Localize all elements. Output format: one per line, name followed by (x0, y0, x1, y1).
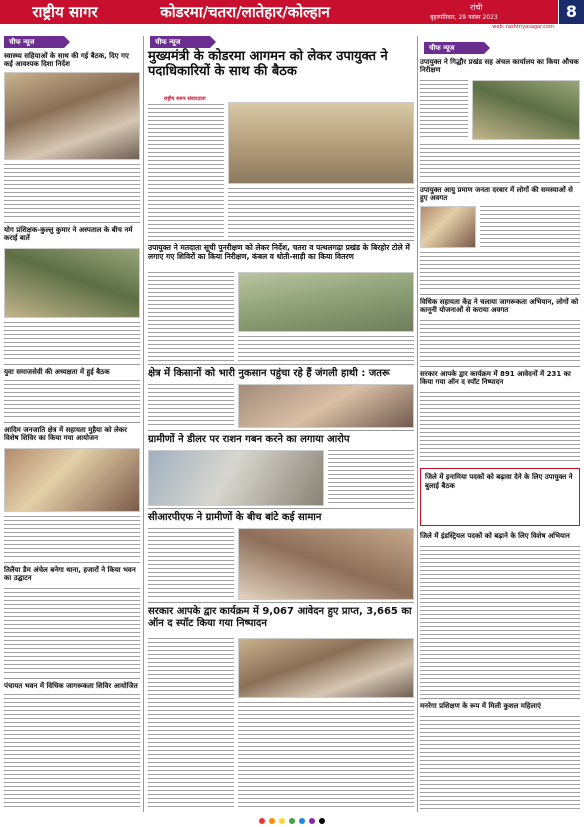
center-story2-body (148, 272, 234, 362)
color-dot (269, 818, 275, 824)
lead-headline: मुख्यमंत्री के कोडरमा आगमन को लेकर उपायुक्त ने पदाधिकारियों के साथ की बैठक (148, 49, 388, 79)
divider (4, 422, 140, 423)
right-story1-body-continued (420, 144, 580, 180)
color-dot (319, 818, 325, 824)
right-story1-body (420, 80, 468, 140)
center-story4-headline: ग्रामीणों ने डीलर पर राशन गबन करने का लगाया आरोप (148, 434, 350, 445)
left-story5-headline: तिलैया डैम अंचेल बनेगा थाना, हजारों ने किया भवन का उद्घाटन (4, 566, 136, 583)
center-story6-headline: सरकार आपके द्वार कार्यक्रम में 9,067 आवेदन हुए प्राप्त, 3,665 का ऑन द स्पॉट किया गया निष्पादन (148, 606, 412, 629)
right-story3-headline: विधिक सहायता केंद्र ने चलाया जागरूकता अभियान, लोगों को कानूनी योजनाओं से कराया अवगत (420, 298, 579, 315)
column-rule (417, 36, 418, 812)
right-story6-headline: मनरेगा प्रशिक्षण के रूप में मिली कुशल महिलाएं (420, 702, 541, 710)
divider (4, 678, 140, 679)
right-story6-body (420, 716, 580, 810)
center-story5-body (148, 528, 234, 600)
section-tag-left: चीफ न्यूज (4, 36, 64, 48)
lead-body (148, 104, 224, 238)
center-story6-body-continued (238, 702, 414, 810)
left-story4-photo (4, 448, 140, 512)
center-story5-photo (238, 528, 414, 600)
divider (4, 364, 140, 365)
color-dot (259, 818, 265, 824)
divider (148, 430, 414, 431)
divider (420, 182, 580, 183)
right-story2-body (480, 206, 580, 248)
right-story4-headline: सरकार आपके द्वार कार्यक्रम में 891 आवेदनों में 231 का किया गया ऑन द स्पॉट निष्पादन (420, 370, 571, 387)
newspaper-name: राष्ट्रीय सागर (0, 0, 130, 24)
region-title: कोडरमा/चतरा/लातेहार/कोल्हान (160, 3, 330, 21)
right-story2-photo (420, 206, 476, 248)
left-story3-body (4, 380, 140, 420)
left-story4-body (4, 516, 140, 560)
center-story6-body (148, 638, 234, 810)
center-story3-photo (238, 384, 414, 428)
center-story5-headline: सीआरपीएफ ने ग्रामीणों के बीच बांटे कई सामान (148, 512, 322, 523)
footer-color-bar (0, 815, 584, 827)
color-dot (309, 818, 315, 824)
divider (148, 508, 414, 509)
right-story1-headline: उपायुक्त ने गिद्धौर प्रखंड सह अंचल कार्यालय का किया औचक निरीक्षण (420, 58, 579, 75)
left-story1-body (4, 164, 140, 220)
section-tag-center: चीफ न्यूज (150, 36, 210, 48)
divider (148, 602, 414, 603)
left-story2-headline: योग प्रशिक्षक-कुल्लु कुमार ने अस्पताल के बीच नर्म कराई बातें (4, 226, 133, 243)
center-story2-body-continued (238, 336, 414, 362)
section-tag-right: चीफ न्यूज (424, 42, 484, 54)
center-story3-headline: क्षेत्र में किसानों को भारी नुकसान पहुंचा रहे हैं जंगली हाथी : जतरू (148, 368, 390, 379)
left-story4-headline: आदिम जनजाति क्षेत्र में सहायता मुहैया को लेकर विशेष शिविर का किया गया आयोजन (4, 426, 127, 443)
center-story3-body (148, 384, 234, 428)
divider (4, 222, 140, 223)
issue-date: बृहस्पतिवार, 29 नवंबर 2023 (430, 14, 498, 21)
divider (4, 562, 140, 563)
color-dot (279, 818, 285, 824)
left-story2-body (4, 322, 140, 362)
center-story2-headline: उपायुक्त ने मतदाता सूची पुनरीक्षण को लेकर निर्देश, चतरा व पत्थलगढ़ा प्रखंड के बिरहोर टोले में लगाए गए शिविरों का किया निरीक्षण, कंबल व धोती-साड़ी का किया वितरण (148, 243, 410, 261)
promo-text: जिले में इनामिया पदकों को बढ़ावा देने के लिए उपायुक्त ने बुलाई बैठक (425, 473, 573, 491)
center-story4-body (328, 450, 414, 506)
right-story3-body (420, 320, 580, 364)
city-label: रांची (470, 3, 483, 12)
left-story1-photo (4, 72, 140, 160)
color-dot (299, 818, 305, 824)
website-label: web: rashtriyasagar.com (492, 24, 554, 30)
divider (148, 364, 414, 365)
divider (420, 366, 580, 367)
left-story5-body (4, 588, 140, 676)
right-story4-body (420, 392, 580, 464)
right-story2-headline: उपायुक्त आयु प्रमाण जनता दरबार में लोगों की समस्याओं से हुए अवगत (420, 186, 573, 203)
center-story6-photo (238, 638, 414, 698)
divider (420, 294, 580, 295)
color-dot (289, 818, 295, 824)
masthead (0, 0, 584, 31)
lead-photo (228, 102, 414, 184)
left-story3-headline: युवा समाजसेवी की अध्यक्षता में हुई बैठक (4, 368, 110, 376)
lead-byline: राष्ट्रीय सागर संवाददाता (164, 96, 206, 102)
right-story5-body (420, 546, 580, 696)
right-story5-headline: जिले में इंडस्ट्रियल पदकों को बढ़ाने के लिए विशेष अभियान (420, 532, 570, 540)
divider (148, 240, 414, 241)
center-story4-photo (148, 450, 324, 506)
right-story2-body-continued (420, 252, 580, 292)
divider (420, 698, 580, 699)
left-story6-body (4, 694, 140, 810)
right-story1-photo (472, 80, 580, 140)
promo-box (420, 468, 580, 526)
left-story1-headline: स्वास्थ्य सहियाओं के साथ की गई बैठक, दिए गए कई आवश्यक दिशा निर्देश (4, 52, 129, 69)
left-story6-headline: पंचायत भवन में विधिक जागरूकता शिविर आयोजित (4, 682, 138, 690)
center-story2-photo (238, 272, 414, 332)
column-rule (143, 36, 144, 812)
lead-body-continued (228, 188, 414, 238)
left-story2-photo (4, 248, 140, 318)
page-number: 8 (559, 0, 584, 24)
